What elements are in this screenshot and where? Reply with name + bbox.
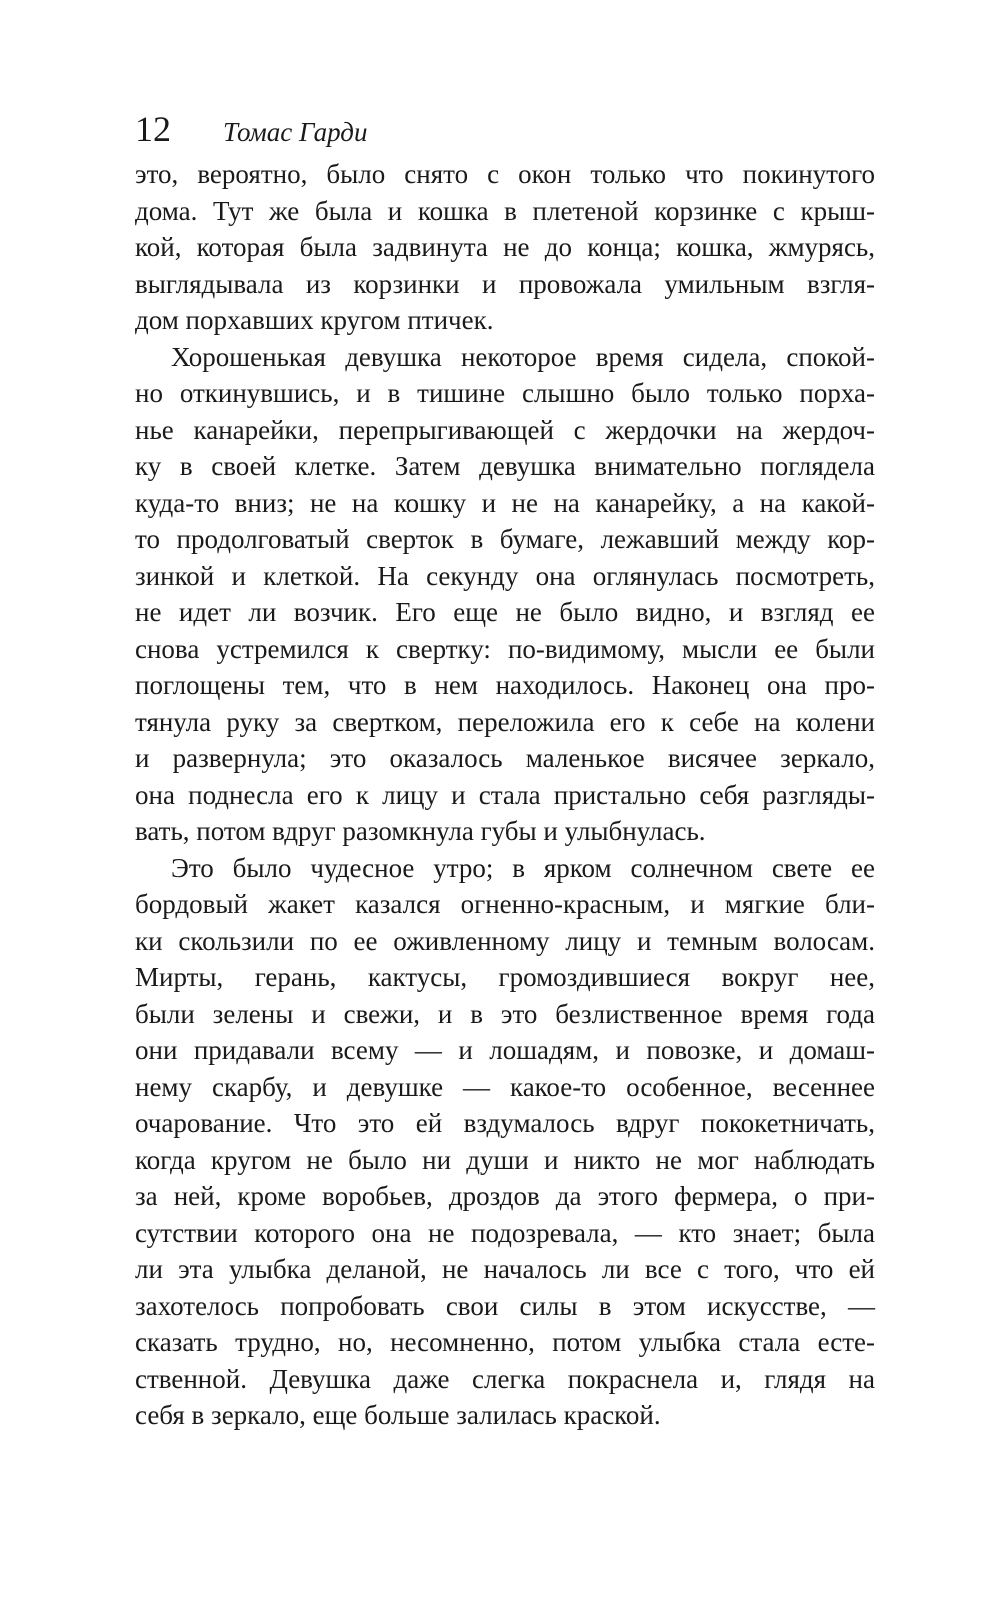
text-line: не идет ли возчик. Его еще не было видно, и взгляд ее xyxy=(135,597,875,627)
body-text xyxy=(135,156,875,1434)
text-line: снова устремился к свертку: по-видимому, мысли ее были xyxy=(135,633,875,664)
text-line: нье канарейки, перепрыгивающей с жердочки на жердоч- xyxy=(135,414,875,445)
text-line: дома. Тут же была и кошка в плетеной корзинке с крыш- xyxy=(135,195,875,226)
text-line: ли эта улыбка деланой, не началось ли все с того, что ей xyxy=(135,1254,875,1284)
text-line: но откинувшись, и в тишине слышно было только порха- xyxy=(135,378,875,408)
text-line: когда кругом не было ни души и никто не мог наблюдать xyxy=(135,1144,875,1175)
text-line: дом порхавших кругом птичек. xyxy=(135,305,494,335)
text-line: они придавали всему — и лошадям, и повозке, и домаш- xyxy=(135,1035,875,1065)
paragraph-1 xyxy=(135,156,875,339)
text-line: зинкой и клеткой. На секунду она оглянулась посмотреть, xyxy=(135,560,875,591)
text-line: кой, которая была задвинута не до конца; кошка, жмурясь, xyxy=(135,232,875,262)
text-line: ку в своей клетке. Затем девушка внимательно поглядела xyxy=(135,451,875,481)
text-line: она поднесла его к лицу и стала пристально себя разгляды- xyxy=(135,779,875,810)
text-line: были зелены и свежи, и в это безлиственное время года xyxy=(135,998,875,1029)
text-line: сутствии которого она не подозревала, — кто знает; была xyxy=(135,1217,875,1248)
text-line: нему скарбу, и девушке — какое-то особенное, весеннее xyxy=(135,1071,875,1102)
text-line: и развернула; это оказалось маленькое висячее зеркало, xyxy=(135,743,875,773)
paragraph-2 xyxy=(135,339,875,850)
text-line: сказать трудно, но, несомненно, потом улыбка стала есте- xyxy=(135,1327,875,1357)
text-line: себя в зеркало, еще больше залилась краской. xyxy=(135,1400,661,1430)
page-header xyxy=(135,104,875,154)
text-line: выглядывала из корзинки и провожала умильным взгля- xyxy=(135,268,875,299)
text-line: за ней, кроме воробьев, дроздов да этого фермера, о при- xyxy=(135,1181,875,1211)
text-line: поглощены тем, что в нем находилось. Наконец она про- xyxy=(135,670,875,700)
text-line: захотелось попробовать свои силы в этом искусстве, — xyxy=(135,1290,875,1321)
paragraph-3 xyxy=(135,850,875,1434)
text-line: ственной. Девушка даже слегка покраснела и, глядя на xyxy=(135,1363,875,1394)
text-line: то продолговатый сверток в бумаге, лежавший между кор- xyxy=(135,524,875,554)
text-line: очарование. Что это ей вздумалось вдруг пококетничать, xyxy=(135,1108,875,1138)
text-line: Мирты, герань, кактусы, громоздившиеся вокруг нее, xyxy=(135,962,875,992)
text-line: куда-то вниз; не на кошку и не на канарейку, а на какой- xyxy=(135,487,875,518)
text-line: это, вероятно, было снято с окон только что покинутого xyxy=(135,159,875,189)
text-line: Хорошенькая девушка некоторое время сидела, спокой- xyxy=(171,341,875,372)
text-line: Это было чудесное утро; в ярком солнечном свете ее xyxy=(171,852,875,883)
text-line: тянула руку за свертком, переложила его к себе на колени xyxy=(135,706,875,737)
text-line: бордовый жакет казался огненно-красным, и мягкие бли- xyxy=(135,889,875,919)
text-line: ки скользили по ее оживленному лицу и темным волосам. xyxy=(135,925,875,956)
text-line: вать, потом вдруг разомкнула губы и улыбнулась. xyxy=(135,816,706,846)
running-title: Томас Гарди xyxy=(223,117,368,147)
page-number: 12 xyxy=(135,109,171,149)
